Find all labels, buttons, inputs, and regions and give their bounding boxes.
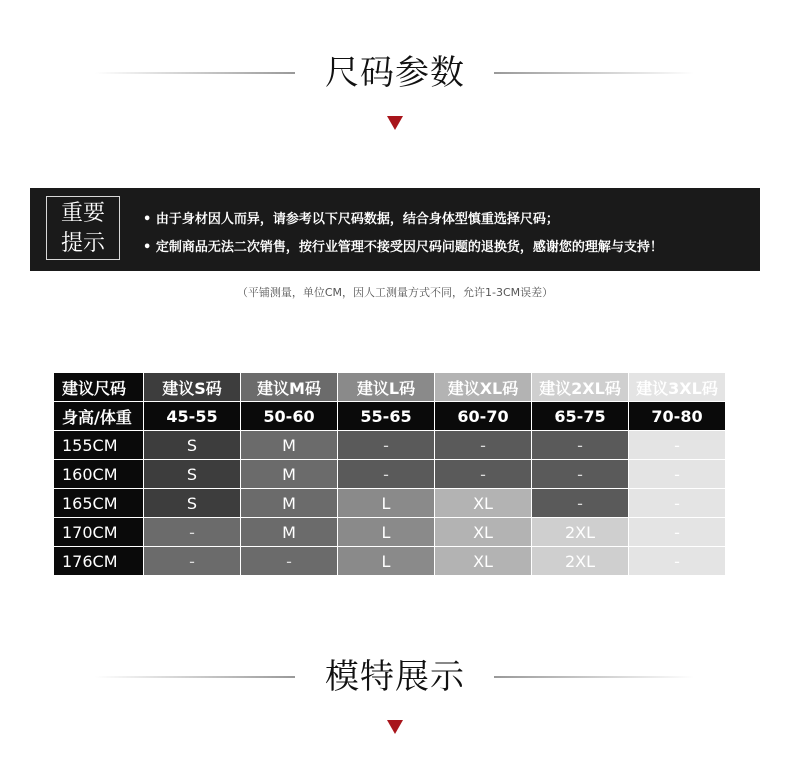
notice-label-line2: 提示 (60, 231, 105, 256)
size-cell: S (144, 460, 241, 489)
weight-cell: 55-65 (338, 402, 435, 431)
size-cell: M (241, 518, 338, 547)
table-row (54, 547, 726, 576)
weight-cell: 65-75 (532, 402, 629, 431)
header-cell: 建议S码 (144, 373, 241, 402)
size-cell: L (338, 547, 435, 576)
important-notice (30, 188, 760, 271)
down-arrow-icon (387, 720, 403, 734)
table-row (54, 489, 726, 518)
size-cell: M (241, 431, 338, 460)
size-cell: - (338, 460, 435, 489)
size-cell: 2XL (532, 518, 629, 547)
measurement-note: （平铺测量，单位CM，因人工测量方式不同，允许1-3CM误差） (236, 286, 554, 299)
size-cell: - (241, 547, 338, 576)
divider-right (494, 676, 694, 678)
header-cell: 建议3XL码 (629, 373, 726, 402)
size-cell: - (532, 489, 629, 518)
weight-cell: 60-70 (435, 402, 532, 431)
down-arrow-icon (387, 116, 403, 130)
table-header-row (54, 373, 726, 402)
size-cell: - (144, 518, 241, 547)
size-section-title: 尺码参数 (325, 53, 465, 93)
height-cell: 176CM (54, 547, 144, 576)
table-row (54, 518, 726, 547)
size-cell: M (241, 489, 338, 518)
divider-right (494, 72, 694, 74)
notice-label (46, 196, 120, 260)
size-table (53, 372, 726, 576)
table-row (54, 460, 726, 489)
size-cell: L (338, 518, 435, 547)
size-cell: S (144, 489, 241, 518)
size-cell: XL (435, 547, 532, 576)
size-cell: XL (435, 489, 532, 518)
header-cell: 建议2XL码 (532, 373, 629, 402)
model-section-title: 模特展示 (325, 657, 465, 697)
size-cell: - (435, 431, 532, 460)
model-section-header (0, 652, 790, 702)
size-cell: 2XL (532, 547, 629, 576)
size-cell: L (338, 489, 435, 518)
size-cell: - (532, 460, 629, 489)
size-cell: - (629, 431, 726, 460)
size-cell: - (629, 489, 726, 518)
header-cell: 建议L码 (338, 373, 435, 402)
weight-label: 身高/体重 (54, 402, 144, 431)
header-cell: 建议M码 (241, 373, 338, 402)
height-cell: 170CM (54, 518, 144, 547)
notice-line-1: • 由于身材因人而异，请参考以下尺码数据，结合身体型慎重选择尺码； (143, 212, 559, 227)
header-cell: 建议XL码 (435, 373, 532, 402)
weight-cell: 50-60 (241, 402, 338, 431)
table-row (54, 431, 726, 460)
notice-line-2: • 定制商品无法二次销售，按行业管理不接受因尺码问题的退换货，感谢您的理解与支持！ (143, 240, 663, 255)
size-cell: - (435, 460, 532, 489)
size-cell: - (338, 431, 435, 460)
size-cell: - (629, 460, 726, 489)
weight-row (54, 402, 726, 431)
size-cell: XL (435, 518, 532, 547)
height-cell: 155CM (54, 431, 144, 460)
size-section-header (0, 48, 790, 98)
weight-cell: 70-80 (629, 402, 726, 431)
notice-label-line1: 重要 (60, 201, 105, 226)
size-cell: - (144, 547, 241, 576)
size-cell: M (241, 460, 338, 489)
size-cell: - (629, 547, 726, 576)
height-cell: 165CM (54, 489, 144, 518)
height-cell: 160CM (54, 460, 144, 489)
header-cell: 建议尺码 (54, 373, 144, 402)
size-cell: - (532, 431, 629, 460)
size-cell: S (144, 431, 241, 460)
weight-cell: 45-55 (144, 402, 241, 431)
size-cell: - (629, 518, 726, 547)
